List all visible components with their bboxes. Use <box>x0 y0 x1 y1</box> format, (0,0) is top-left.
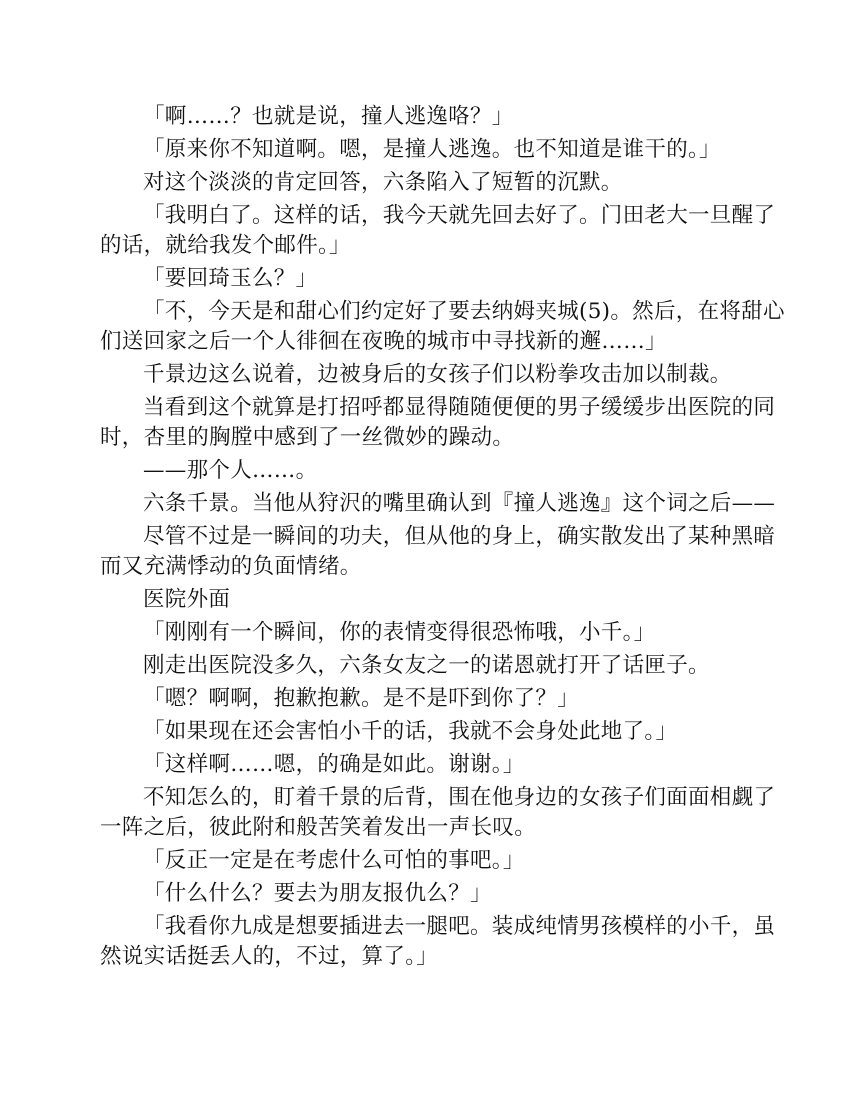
paragraph <box>100 297 785 357</box>
paragraph <box>100 783 776 843</box>
text-line: 不知怎么的，盯着千景的后背，围在他身边的女孩子们面面相觑了 <box>143 785 776 810</box>
paragraph <box>100 651 762 681</box>
paragraph <box>100 264 762 294</box>
paragraph <box>100 522 776 582</box>
document-body <box>100 102 785 975</box>
text-line: 而又充满悸动的负面情绪。 <box>100 554 362 579</box>
paragraph <box>100 879 762 909</box>
paragraph <box>100 750 762 780</box>
text-line: 「我明白了。这样的话，我今天就先回去好了。门田老大一旦醒了 <box>143 203 776 228</box>
paragraph <box>100 393 776 453</box>
paragraph <box>100 912 776 972</box>
text-line: 的话，就给我发个邮件。」 <box>100 233 351 258</box>
paragraph <box>100 585 762 615</box>
text-line: 「嗯？啊啊，抱歉抱歉。是不是吓到你了？」 <box>143 686 580 711</box>
paragraph <box>100 717 762 747</box>
paragraph <box>100 489 776 519</box>
paragraph <box>100 102 762 132</box>
text-line: 「原来你不知道啊。嗯，是撞人逃逸。也不知道是谁干的。」 <box>143 137 721 162</box>
text-line: 「我看你九成是想要插进去一腿吧。装成纯情男孩模样的小千，虽 <box>143 914 776 939</box>
text-line: 「啊……？也就是说，撞人逃逸咯？」 <box>143 104 514 129</box>
paragraph <box>100 456 762 486</box>
text-line: 当看到这个就算是打招呼都显得随随便便的男子缓缓步出医院的同 <box>143 395 776 420</box>
paragraph <box>100 168 762 198</box>
paragraph <box>100 135 762 165</box>
text-line: 们送回家之后一个人徘徊在夜晚的城市中寻找新的邂……」 <box>100 329 667 354</box>
text-line: 「如果现在还会害怕小千的话，我就不会身处此地了。」 <box>143 719 678 744</box>
text-line: 「什么什么？要去为朋友报仇么？」 <box>143 881 492 906</box>
paragraph <box>100 684 762 714</box>
text-line: 「不，今天是和甜心们约定好了要去纳姆夹城(5)。然后，在将甜心 <box>143 299 785 324</box>
text-line: 然说实话挺丢人的，不过，算了。」 <box>100 944 439 969</box>
text-line: 千景边这么说着，边被身后的女孩子们以粉拳攻击加以制裁。 <box>143 362 732 387</box>
text-line: 「刚刚有一个瞬间，你的表情变得很恐怖哦，小千。」 <box>143 620 656 645</box>
text-line: 时，杏里的胸膛中感到了一丝微妙的躁动。 <box>100 425 515 450</box>
text-line: 医院外面 <box>143 587 231 612</box>
paragraph <box>100 201 776 261</box>
paragraph <box>100 846 762 876</box>
text-line: 尽管不过是一瞬间的功夫，但从他的身上，确实散发出了某种黑暗 <box>143 524 776 549</box>
paragraph <box>100 360 762 390</box>
text-line: 对这个淡淡的肯定回答，六条陷入了短暂的沉默。 <box>143 170 623 195</box>
text-line: 「要回琦玉么？」 <box>143 266 318 291</box>
text-line: 刚走出医院没多久，六条女友之一的诺恩就打开了话匣子。 <box>143 653 710 678</box>
text-line: 「反正一定是在考虑什么可怕的事吧。」 <box>143 848 525 873</box>
paragraph <box>100 618 762 648</box>
text-line: ——那个人……。 <box>143 458 318 483</box>
text-line: 六条千景。当他从狩沢的嘴里确认到『撞人逃逸』这个词之后—— <box>143 491 776 516</box>
text-line: 「这样啊……嗯，的确是如此。谢谢。」 <box>143 752 525 777</box>
text-line: 一阵之后，彼此附和般苦笑着发出一声长叹。 <box>100 815 537 840</box>
